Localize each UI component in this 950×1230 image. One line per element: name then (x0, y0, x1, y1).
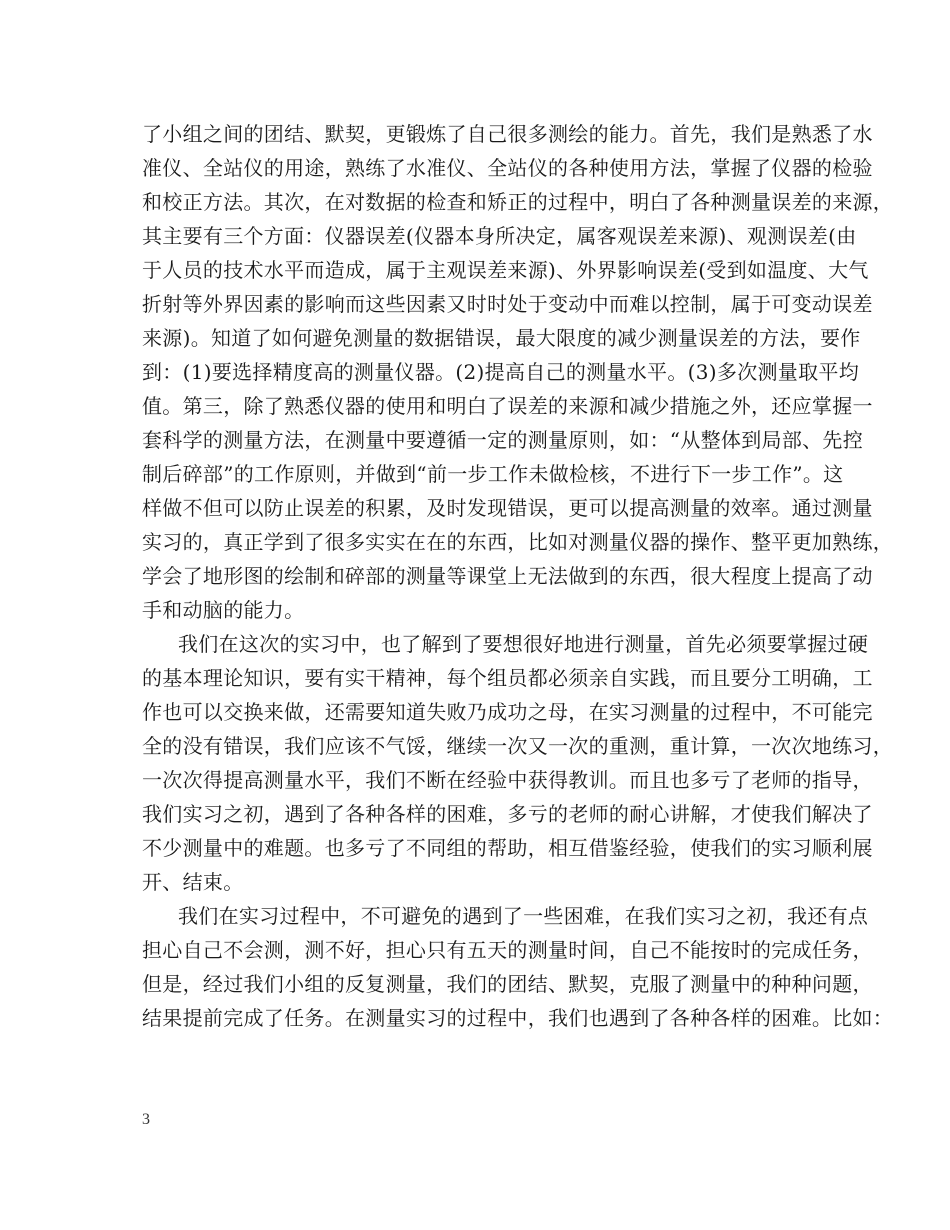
paragraph-1-line-15: 手和动脑的能力。 (142, 598, 305, 622)
paragraph-1-line-5: 于人员的技术水平而造成，属于主观误差来源)、外界影响误差(受到如温度、大气 (142, 258, 869, 282)
paragraph-1-line-12: 样做不但可以防止误差的积累，及时发现错误，更可以提高测量的效率。通过测量 (142, 496, 873, 520)
page-number: 3 (142, 1111, 150, 1128)
paragraph-2-line-7: 不少测量中的难题。也多亏了不同组的帮助，相互借鉴经验，使我们的实习顺利展 (142, 836, 873, 860)
paragraph-2-line-2: 的基本理论知识，要有实干精神，每个组员都必须亲自实践，而且要分工明确，工 (142, 666, 873, 690)
paragraph-2-line-3: 作也可以交换来做，还需要知道失败乃成功之母，在实习测量的过程中，不可能完 (142, 700, 873, 724)
paragraph-1-line-7: 来源)。知道了如何避免测量的数据错误，最大限度的减少测量误差的方法，要作 (142, 326, 861, 350)
paragraph-2-line-6: 我们实习之初，遇到了各种各样的困难，多亏的老师的耐心讲解，才使我们解决了 (142, 802, 873, 826)
paragraph-1-line-2: 准仪、全站仪的用途，熟练了水准仪、全站仪的各种使用方法，掌握了仪器的检验 (142, 156, 873, 180)
paragraph-1-line-13: 实习的，真正学到了很多实实在在的东西，比如对测量仪器的操作、整平更加熟练， (142, 530, 894, 554)
paragraph-2-line-5: 一次次得提高测量水平，我们不断在经验中获得教训。而且也多亏了老师的指导， (142, 768, 873, 792)
paragraph-1-line-11: 制后碎部”的工作原则，并做到“前一步工作未做检核，不进行下一步工作”。这 (142, 462, 844, 486)
paragraph-1-line-4: 其主要有三个方面：仪器误差(仪器本身所决定，属客观误差来源)、观测误差(由 (142, 224, 857, 248)
paragraph-1-line-10: 套科学的测量方法，在测量中要遵循一定的测量原则，如：“从整体到局部、先控 (142, 428, 864, 452)
paragraph-2-line-4: 全的没有错误，我们应该不气馁，继续一次又一次的重测，重计算，一次次地练习， (142, 734, 894, 758)
paragraph-1-line-1: 了小组之间的团结、默契，更锻炼了自己很多测绘的能力。首先，我们是熟悉了水 (142, 122, 873, 146)
paragraph-1-line-6: 折射等外界因素的影响而这些因素又时时处于变动中而难以控制，属于可变动误差 (142, 292, 873, 316)
paragraph-2-line-1: 我们在这次的实习中，也了解到了要想很好地进行测量，首先必须要掌握过硬 (178, 632, 869, 656)
paragraph-1-line-8: 到：(1)要选择精度高的测量仪器。(2)提高自己的测量水平。(3)多次测量取平均 (142, 360, 859, 384)
paragraph-3-line-1: 我们在实习过程中，不可避免的遇到了一些困难，在我们实习之初，我还有点 (178, 904, 869, 928)
paragraph-3-line-2: 担心自己不会测，测不好，担心只有五天的测量时间，自己不能按时的完成任务， (142, 938, 873, 962)
paragraph-1-line-9: 值。第三，除了熟悉仪器的使用和明白了误差的来源和减少措施之外，还应掌握一 (142, 394, 873, 418)
paragraph-1-line-3: 和校正方法。其次，在对数据的检查和矫正的过程中，明白了各种测量误差的来源， (142, 190, 894, 214)
paragraph-3-line-4: 结果提前完成了任务。在测量实习的过程中，我们也遇到了各种各样的困难。比如： (142, 1006, 894, 1030)
paragraph-1-line-14: 学会了地形图的绘制和碎部的测量等课堂上无法做到的东西，很大程度上提高了动 (142, 564, 873, 588)
paragraph-3-line-3: 但是，经过我们小组的反复测量，我们的团结、默契，克服了测量中的种种问题， (142, 972, 873, 996)
paragraph-2-line-8: 开、结束。 (142, 870, 244, 894)
